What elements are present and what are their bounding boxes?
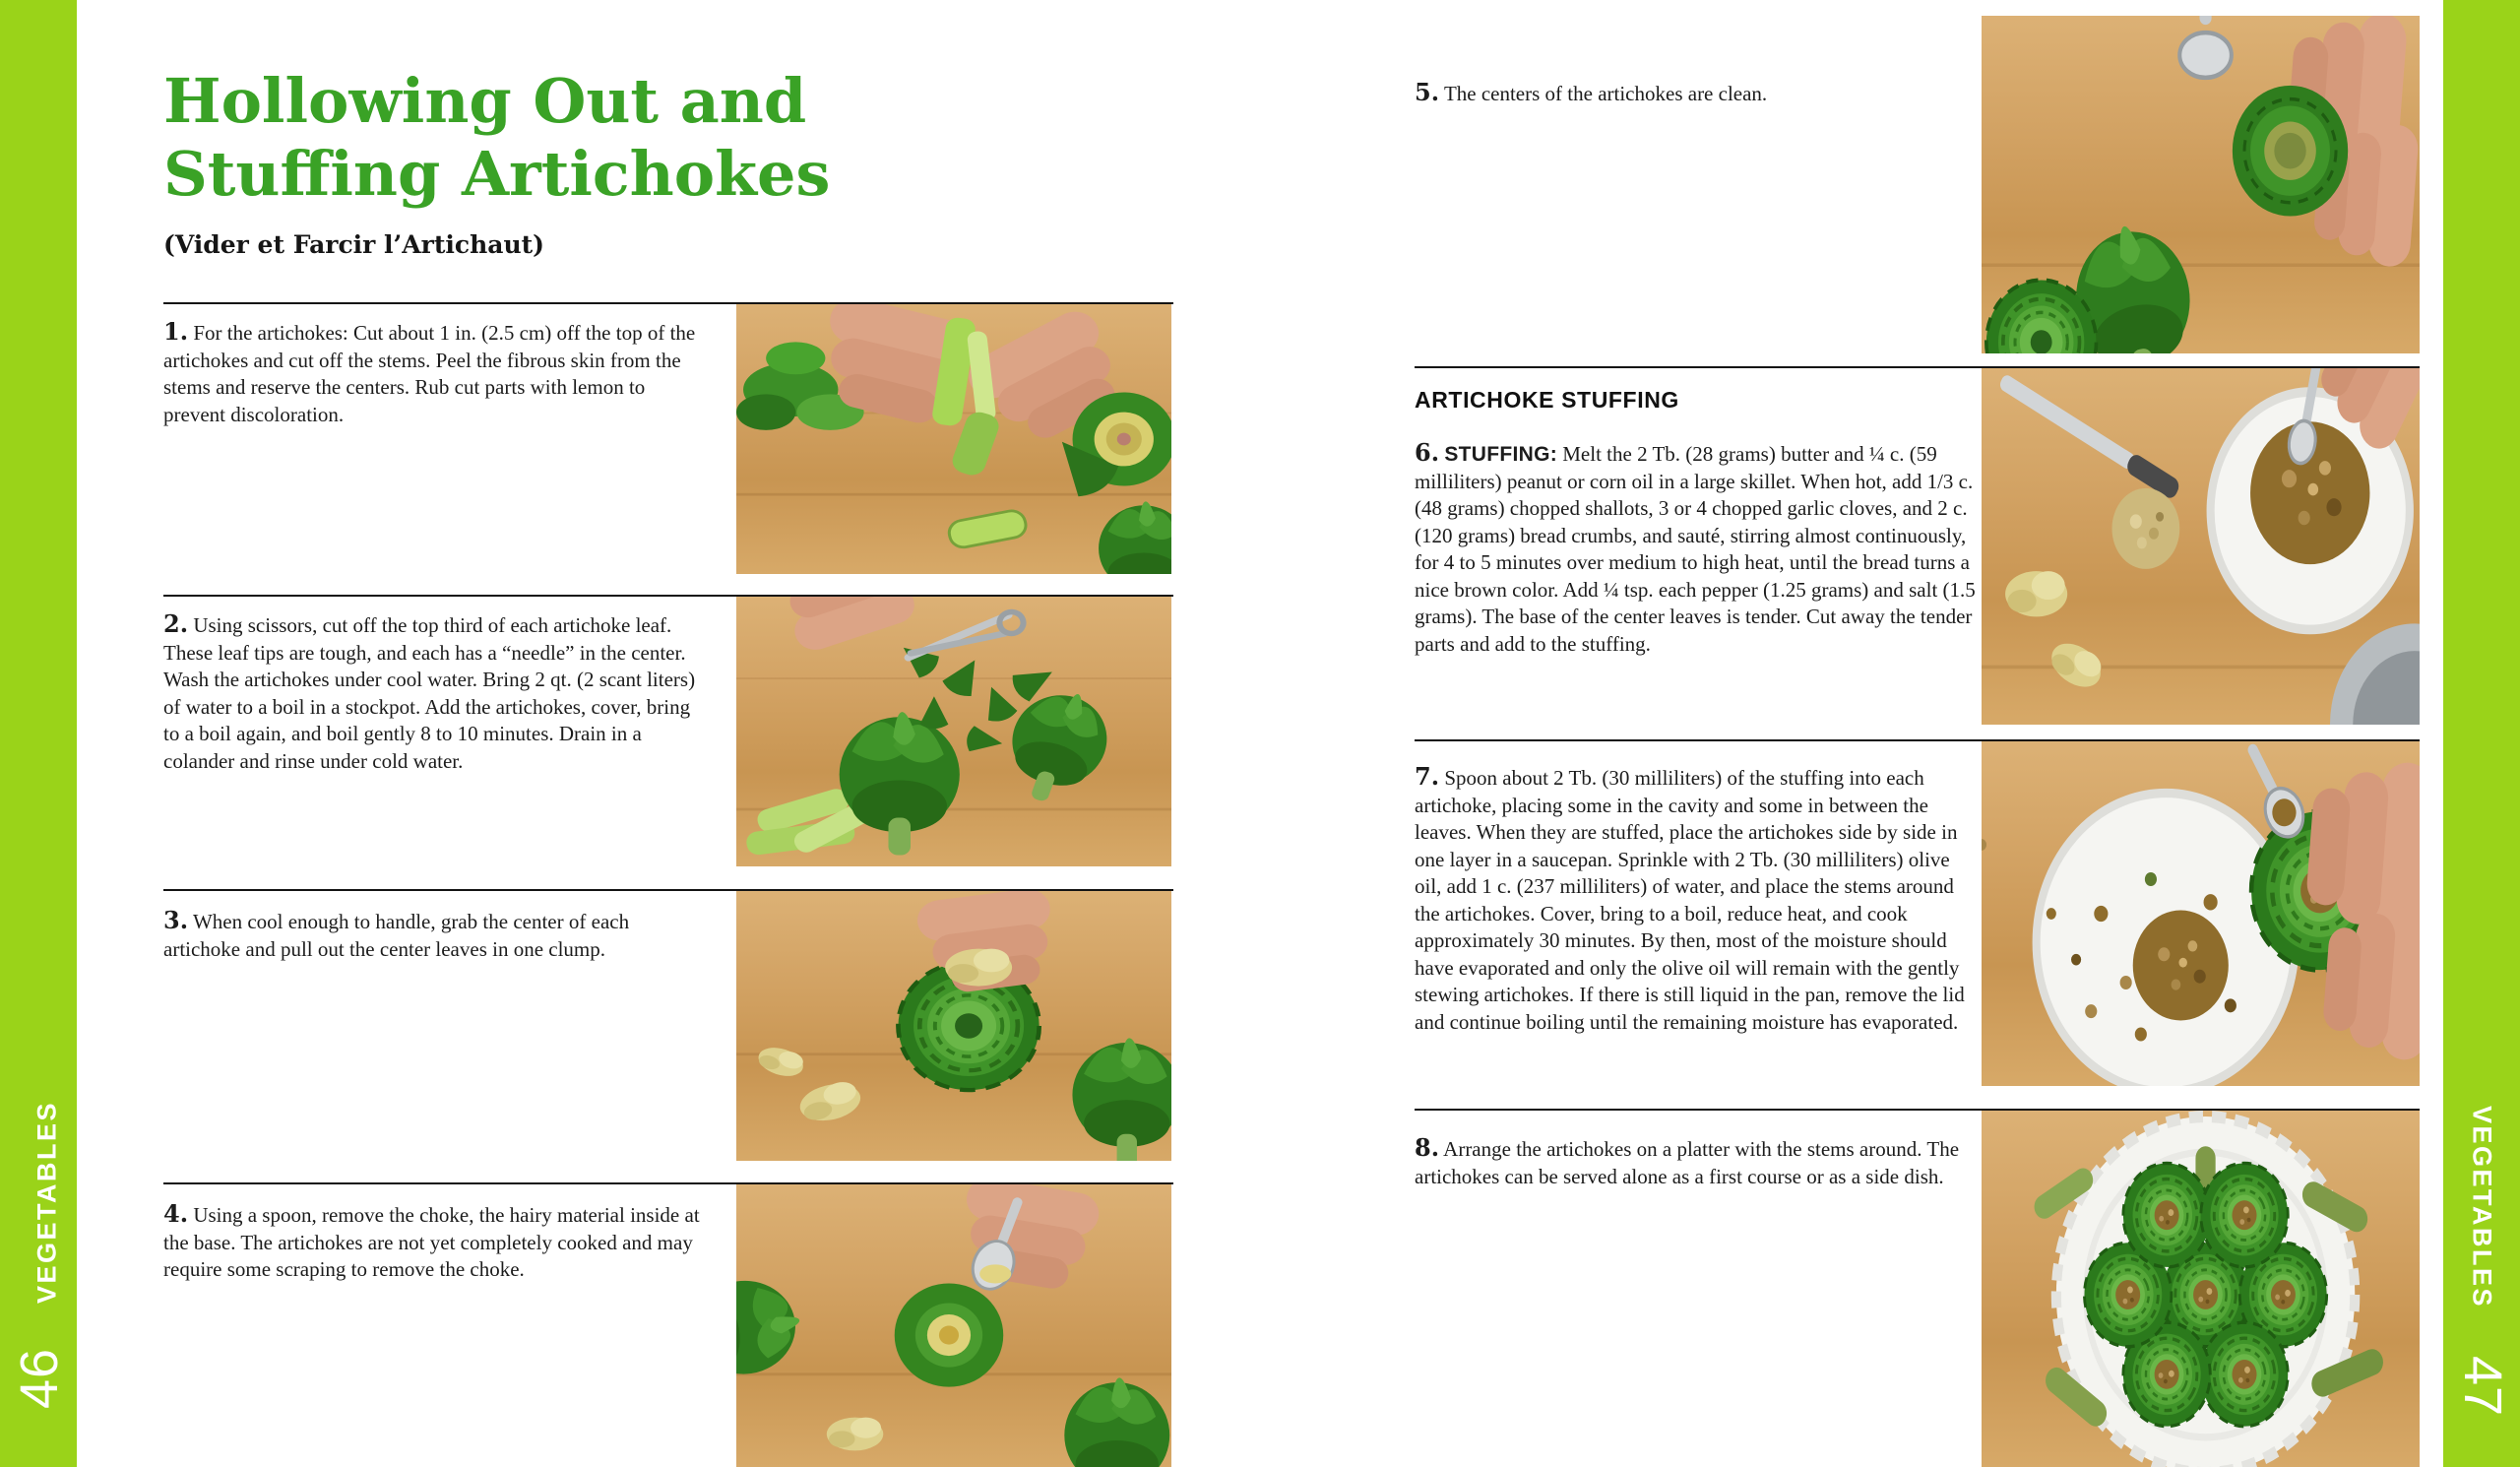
title-line-2: Stuffing Artichokes <box>163 138 831 210</box>
step-8-number: 8. <box>1415 1133 1440 1162</box>
step-5-number: 5. <box>1415 78 1440 106</box>
step-5-text: The centers of the artichokes are clean. <box>1443 82 1768 105</box>
title-line-1: Hollowing Out and <box>163 65 807 137</box>
step-5 <box>1415 79 1981 108</box>
step-4-number: 4. <box>163 1199 189 1228</box>
step-8-text: Arrange the artichokes on a platter with the stems around. The artichokes can be served alone as a first course or as a side dish. <box>1415 1137 1960 1188</box>
step-1 <box>163 318 711 428</box>
right-chapter-label: VEGETABLES <box>2467 1105 2497 1309</box>
section-header-artichoke-stuffing: ARTICHOKE STUFFING <box>1415 387 1679 413</box>
photo-step-2-cutting-leaf-tips <box>736 597 1171 866</box>
step-2 <box>163 610 711 775</box>
page-title <box>163 65 830 211</box>
step-6-lead: STUFFING: <box>1444 443 1557 466</box>
step-2-text: Using scissors, cut off the top third of each artichoke leaf. These leaf tips are tough, and each has a “needle” in the center. Wash the artichokes under cool water. Bring 2 qt. (2 scant liters) of water to a boil in a stockpot. Add the artichokes, cover, bring to a boil again, and boil gently 8 to 10 minutes. Drain in a colander and rinse under cold water. <box>163 613 696 773</box>
step-7-text: Spoon about 2 Tb. (30 milliliters) of the stuffing into each artichoke, placing some in the cavity and some in between the leaves. When they are stuffed, place the artichokes side by side in one layer in a saucepan. Sprinkle with 2 Tb. (30 milliliters) olive oil, add 1 c. (237 milliliters) of water, and place the stems around the artichokes. Cover, bring to a boil, reduce heat, and cook approximately 30 minutes. By then, most of the moisture should have evaporated and only the olive oil will remain with the gently stewing artichokes. If there is still liquid in the pan, remove the lid and continue boiling until the remaining moisture has evaporated. <box>1415 766 1965 1034</box>
step-3-text: When cool enough to handle, grab the center of each artichoke and pull out the center leaves in one clump. <box>163 910 630 961</box>
step-6-number: 6. <box>1415 438 1440 467</box>
photo-step-3-pulling-center-leaves <box>736 891 1171 1161</box>
photo-step-5-clean-centers <box>1982 16 2420 353</box>
step-7 <box>1415 763 1981 1036</box>
step-8 <box>1415 1134 1981 1190</box>
step-1-number: 1. <box>163 317 189 346</box>
step-6-text: Melt the 2 Tb. (28 grams) butter and ¼ c. (59 milliliters) peanut or corn oil in a large skillet. When hot, add 1/3 c. (48 grams) chopped shallots, 3 or 4 chopped garlic cloves, and 2 c. (120 grams) bread crumbs, and sauté, stirring almost continuously, for 4 to 5 minutes over medium to high heat, until the bread turns a nice brown color. Add ¼ tsp. each pepper (1.25 grams) and salt (1.5 grams). The base of the center leaves is tender. Cut away the tender parts and add to the stuffing. <box>1415 442 1976 656</box>
photo-step-1-peeling-stems <box>736 304 1171 574</box>
step-7-number: 7. <box>1415 762 1440 791</box>
photo-step-4-removing-choke <box>736 1184 1171 1467</box>
step-3 <box>163 907 711 963</box>
step-2-number: 2. <box>163 609 189 638</box>
left-chapter-label: VEGETABLES <box>32 1100 62 1305</box>
photo-step-6-stuffing-on-plate <box>1982 368 2420 725</box>
page-number-right: 47 <box>2453 1355 2512 1418</box>
step-6 <box>1415 439 1981 658</box>
step-4-text: Using a spoon, remove the choke, the hairy material inside at the base. The artichokes are not yet completely cooked and may require some scraping to remove the choke. <box>163 1203 700 1281</box>
page-number-left: 46 <box>10 1347 69 1410</box>
step-3-number: 3. <box>163 906 189 934</box>
step-1-text: For the artichokes: Cut about 1 in. (2.5 cm) off the top of the artichokes and cut off the stems. Peel the fibrous skin from the stems and reserve the centers. Rub cut parts with lemon to prevent discoloration. <box>163 321 696 426</box>
step-4 <box>163 1200 711 1284</box>
photo-step-7-filling-artichoke <box>1982 741 2420 1086</box>
photo-step-8-finished-platter <box>1982 1111 2420 1467</box>
page-subtitle-french: (Vider et Farcir l’Artichaut) <box>163 230 545 259</box>
